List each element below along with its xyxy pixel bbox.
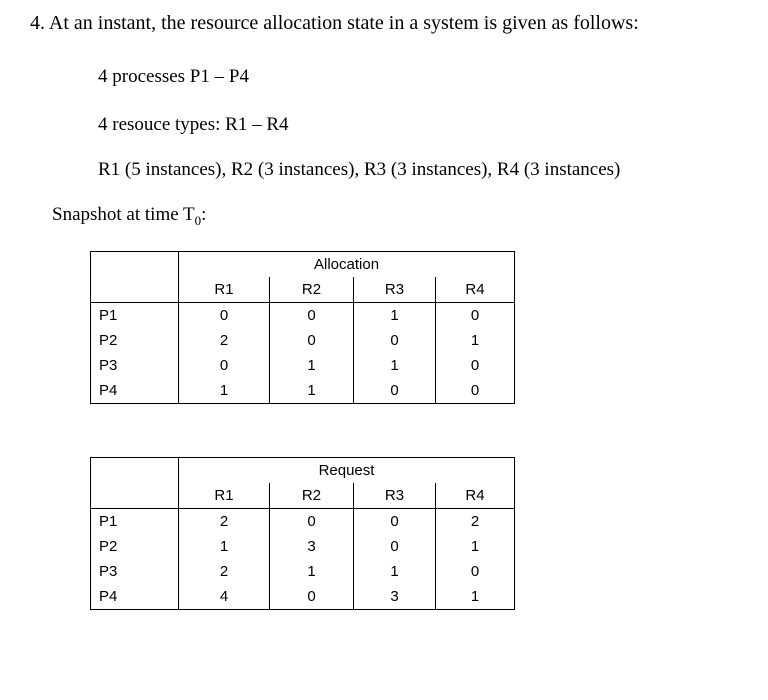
request-title-row	[91, 458, 515, 484]
value-cell: 0	[354, 509, 436, 535]
value-cell: 0	[436, 353, 515, 378]
table-row	[91, 353, 515, 378]
value-cell: 1	[354, 559, 436, 584]
allocation-col-r1: R1	[179, 277, 270, 303]
process-cell: P4	[91, 378, 179, 404]
instances-line: R1 (5 instances), R2 (3 instances), R3 (3 instances), R4 (3 instances)	[98, 159, 621, 180]
allocation-header-corner	[91, 277, 179, 303]
value-cell: 1	[270, 378, 354, 404]
request-header-corner	[91, 483, 179, 509]
allocation-title: Allocation	[179, 252, 515, 278]
snapshot-suffix: :	[201, 204, 207, 225]
value-cell: 1	[436, 328, 515, 353]
allocation-title-row	[91, 252, 515, 278]
allocation-col-r4: R4	[436, 277, 515, 303]
value-cell: 0	[436, 303, 515, 329]
process-cell: P3	[91, 559, 179, 584]
snapshot-label	[52, 204, 206, 229]
value-cell: 0	[270, 584, 354, 610]
value-cell: 4	[179, 584, 270, 610]
snapshot-prefix: Snapshot at time T	[52, 204, 195, 225]
value-cell: 1	[270, 559, 354, 584]
request-col-r4: R4	[436, 483, 515, 509]
request-title: Request	[179, 458, 515, 484]
table-row	[91, 303, 515, 329]
request-col-r2: R2	[270, 483, 354, 509]
allocation-corner-cell	[91, 252, 179, 278]
process-cell: P2	[91, 534, 179, 559]
value-cell: 0	[270, 328, 354, 353]
resource-types-line: 4 resouce types: R1 – R4	[98, 114, 289, 135]
processes-line: 4 processes P1 – P4	[98, 66, 249, 87]
allocation-column-headers	[91, 277, 515, 303]
value-cell: 0	[270, 509, 354, 535]
snapshot-subscript: 0	[194, 212, 202, 228]
value-cell: 0	[436, 378, 515, 404]
value-cell: 0	[354, 328, 436, 353]
process-cell: P2	[91, 328, 179, 353]
request-col-r1: R1	[179, 483, 270, 509]
value-cell: 2	[179, 328, 270, 353]
allocation-col-r3: R3	[354, 277, 436, 303]
table-row	[91, 559, 515, 584]
value-cell: 0	[354, 378, 436, 404]
value-cell: 2	[179, 559, 270, 584]
value-cell: 1	[179, 534, 270, 559]
value-cell: 2	[179, 509, 270, 535]
request-corner-cell	[91, 458, 179, 484]
table-row	[91, 328, 515, 353]
value-cell: 0	[270, 303, 354, 329]
question-heading: 4. At an instant, the resource allocation state in a system is given as follows:	[30, 12, 639, 34]
value-cell: 1	[436, 584, 515, 610]
process-cell: P3	[91, 353, 179, 378]
value-cell: 1	[354, 303, 436, 329]
value-cell: 1	[354, 353, 436, 378]
request-table	[90, 457, 515, 610]
value-cell: 1	[179, 378, 270, 404]
process-cell: P4	[91, 584, 179, 610]
allocation-col-r2: R2	[270, 277, 354, 303]
allocation-table	[90, 251, 515, 404]
value-cell: 1	[270, 353, 354, 378]
process-cell: P1	[91, 509, 179, 535]
table-row	[91, 534, 515, 559]
value-cell: 2	[436, 509, 515, 535]
value-cell: 3	[354, 584, 436, 610]
value-cell: 1	[436, 534, 515, 559]
table-row	[91, 584, 515, 610]
process-cell: P1	[91, 303, 179, 329]
table-row	[91, 509, 515, 535]
table-row	[91, 378, 515, 404]
value-cell: 3	[270, 534, 354, 559]
request-col-r3: R3	[354, 483, 436, 509]
value-cell: 0	[179, 303, 270, 329]
value-cell: 0	[179, 353, 270, 378]
request-column-headers	[91, 483, 515, 509]
value-cell: 0	[354, 534, 436, 559]
value-cell: 0	[436, 559, 515, 584]
